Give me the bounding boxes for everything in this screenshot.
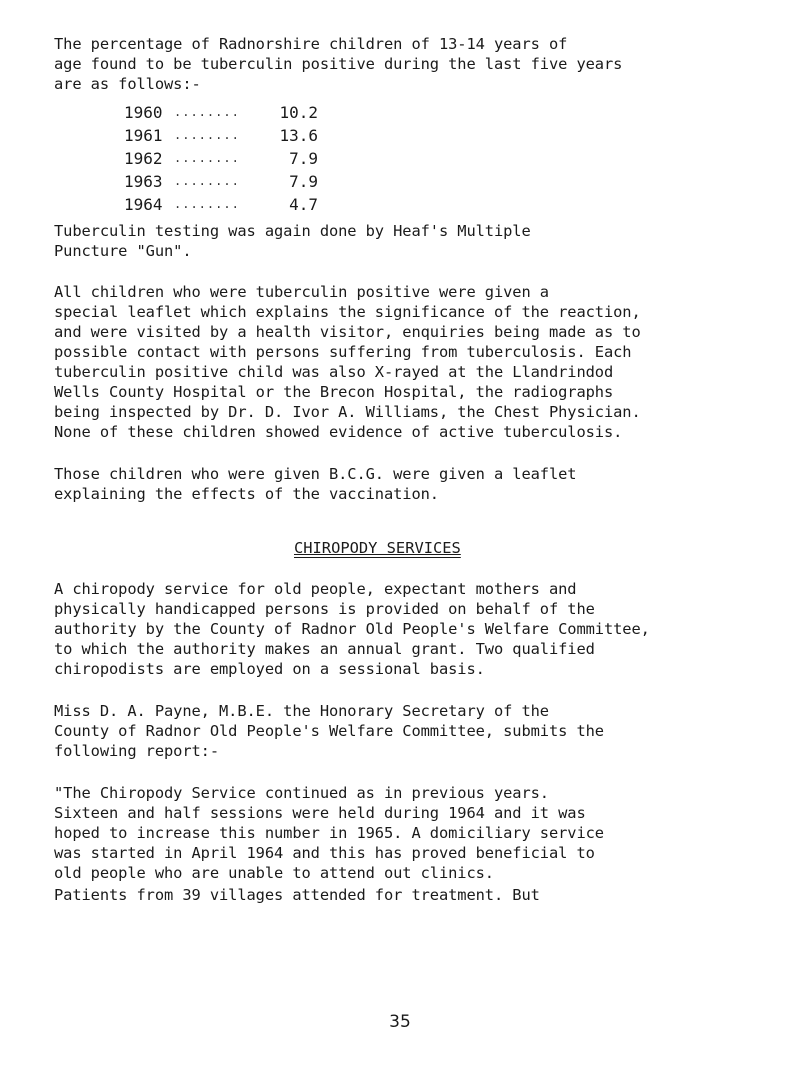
rate-row xyxy=(124,170,344,193)
report-paragraph: "The Chiropody Service continued as in previous years. Sixteen and half sessions were held during 1964 and it was hoped to increase this number in 1965. A domiciliary service was started in April 1964 and this has proved beneficial to old people who are unable to attend out clinics. xyxy=(54,784,604,882)
rate-row xyxy=(124,124,344,147)
dot-leader: ........ xyxy=(174,151,240,165)
tuberculin-rates-table xyxy=(124,101,344,216)
rate-value: 7.9 xyxy=(289,172,318,191)
rate-row xyxy=(124,193,344,216)
page-number: 35 xyxy=(389,1012,411,1032)
intro-paragraph: The percentage of Radnorshire children of 13-14 years of age found to be tuberculin positive during the last five years are as follows:- xyxy=(54,35,623,93)
rate-value: 7.9 xyxy=(289,149,318,168)
chiropody-intro-paragraph: A chiropody service for old people, expectant mothers and physically handicapped persons is provided on behalf of the authority by the County of Radnor Old People's Welfare Committee, to which the authority makes an annual grant. Two qualified chiropodists are employed on a sessional basis. xyxy=(54,580,650,678)
bcg-paragraph: Those children who were given B.C.G. were given a leaflet explaining the effects of the vaccination. xyxy=(54,465,577,503)
rate-year: 1963 xyxy=(124,172,163,191)
rate-row xyxy=(124,147,344,170)
rate-year: 1961 xyxy=(124,126,163,145)
rate-value: 13.6 xyxy=(279,126,318,145)
dot-leader: ........ xyxy=(174,105,240,119)
rate-year: 1960 xyxy=(124,103,163,122)
rate-year: 1962 xyxy=(124,149,163,168)
testing-note-paragraph: Tuberculin testing was again done by Heaf's Multiple Puncture "Gun". xyxy=(54,222,531,260)
dot-leader: ........ xyxy=(174,128,240,142)
rate-value: 4.7 xyxy=(289,195,318,214)
dot-leader: ........ xyxy=(174,197,240,211)
rate-year: 1964 xyxy=(124,195,163,214)
secretary-note-paragraph: Miss D. A. Payne, M.B.E. the Honorary Secretary of the County of Radnor Old People's Welfare Committee, submits the following report:- xyxy=(54,702,604,760)
patients-paragraph: Patients from 39 villages attended for treatment. But xyxy=(54,886,540,904)
rate-row xyxy=(124,101,344,124)
rate-value: 10.2 xyxy=(279,103,318,122)
section-heading: CHIROPODY SERVICES xyxy=(294,539,461,557)
dot-leader: ........ xyxy=(174,174,240,188)
positive-children-paragraph: All children who were tuberculin positive were given a special leaflet which explains the significance of the reaction, and were visited by a health visitor, enquiries being made as to possible contact with persons suffering from tuberculosis. Each tuberculin positive child was also X-rayed at the Llandrindod Wells County Hospital or the Brecon Hospital, the radiographs being inspected by Dr. D. Ivor A. Williams, the Chest Physician. None of these children showed evidence of active tuberculosis. xyxy=(54,283,641,441)
